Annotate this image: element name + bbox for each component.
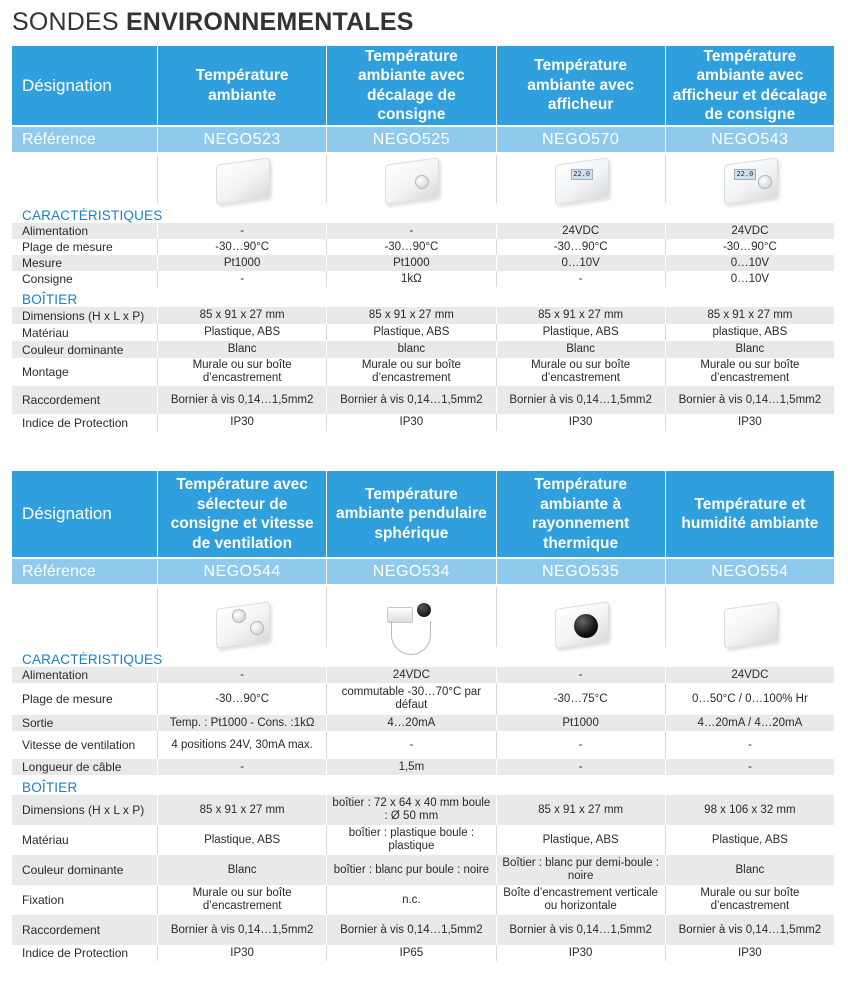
- spec-label: Plage de mesure: [22, 692, 113, 706]
- image-row-spacer: [12, 587, 157, 647]
- spec-row: [12, 683, 834, 715]
- spec-value: Murale ou sur boîte d’encastrement: [665, 885, 834, 915]
- spec-row: [12, 945, 834, 961]
- reference-row: [12, 559, 834, 584]
- spec-row: [12, 341, 834, 358]
- product-image: [718, 155, 782, 203]
- spec-row: [12, 915, 834, 945]
- spec-value: Blanc: [665, 855, 834, 885]
- product-image: [210, 599, 274, 647]
- section-boitier: BOÎTIER: [22, 780, 78, 795]
- product-image: [379, 155, 443, 203]
- designation-header-row: [12, 471, 834, 557]
- spec-value: Boîte d’encastrement verticale ou horizontale: [496, 885, 665, 915]
- reference-label: Référence: [22, 130, 96, 148]
- spec-value: Pt1000: [326, 255, 495, 271]
- setpoint-knob-icon: [758, 175, 772, 189]
- spec-label: Couleur dominante: [22, 342, 124, 357]
- product-reference: NEGO534: [326, 559, 495, 584]
- product-image-cell: [496, 155, 665, 203]
- spec-row: [12, 885, 834, 915]
- section-caracteristiques: CARACTÉRISTIQUES: [22, 652, 163, 667]
- spec-value: 4…20mA: [326, 715, 495, 731]
- page-title: [12, 8, 414, 37]
- black-ball-shape: [574, 614, 598, 638]
- spec-value: plastique, ABS: [665, 324, 834, 341]
- spec-value: -30…90°C: [326, 239, 495, 255]
- spec-value: -: [665, 759, 834, 775]
- spec-value: Pt1000: [157, 255, 326, 271]
- spec-value: 4…20mA / 4…20mA: [665, 715, 834, 731]
- reference-label: Référence: [22, 562, 96, 580]
- spec-value: Murale ou sur boîte d’encastrement: [665, 358, 834, 386]
- spec-label: Longueur de câble: [22, 760, 122, 774]
- spec-value: 24VDC: [665, 223, 834, 239]
- spec-row: [12, 255, 834, 271]
- product-image-cell: [157, 587, 326, 647]
- product-name: Température ambiante avec décalage de consigne: [326, 46, 495, 125]
- spec-row: [12, 386, 834, 414]
- product-image-cell: [326, 155, 495, 203]
- spec-value: -: [326, 731, 495, 759]
- spec-label: Consigne: [22, 272, 73, 286]
- spec-label: Alimentation: [22, 224, 89, 238]
- image-row-spacer: [12, 155, 157, 203]
- spec-value: Bornier à vis 0,14…1,5mm2: [496, 386, 665, 414]
- spec-value: Bornier à vis 0,14…1,5mm2: [326, 915, 495, 945]
- spec-value: 85 x 91 x 27 mm: [665, 307, 834, 324]
- spec-value: 0…10V: [665, 255, 834, 271]
- product-reference: NEGO544: [157, 559, 326, 584]
- spec-label: Matériau: [22, 325, 69, 340]
- spec-value: -30…90°C: [157, 239, 326, 255]
- spec-value: -: [496, 271, 665, 287]
- spec-row: [12, 825, 834, 855]
- spec-row: [12, 715, 834, 731]
- spec-label: Raccordement: [22, 923, 101, 937]
- spec-value: IP30: [496, 945, 665, 961]
- product-image: [718, 599, 782, 647]
- product-image-cell: [326, 587, 495, 647]
- sensor-housing-shape: [555, 157, 609, 205]
- spec-value: blanc: [326, 341, 495, 358]
- spec-value: -30…90°C: [157, 683, 326, 715]
- spec-label: Matériau: [22, 833, 69, 847]
- spec-value: Murale ou sur boîte d’encastrement: [496, 358, 665, 386]
- spec-label: Indice de Protection: [22, 415, 129, 430]
- spec-value: -: [665, 731, 834, 759]
- spec-row: [12, 358, 834, 386]
- spec-row: [12, 855, 834, 885]
- product-reference: NEGO543: [665, 127, 834, 152]
- spec-value: -: [496, 667, 665, 683]
- product-image-cell: [157, 155, 326, 203]
- spec-value: Boîtier : blanc pur demi-boule : noire: [496, 855, 665, 885]
- spec-value: Blanc: [665, 341, 834, 358]
- spec-value: 1kΩ: [326, 271, 495, 287]
- spec-value: 1,5m: [326, 759, 495, 775]
- spec-value: Plastique, ABS: [496, 324, 665, 341]
- product-name: Température et humidité ambiante: [665, 471, 834, 557]
- spec-value: Murale ou sur boîte d’encastrement: [326, 358, 495, 386]
- product-name: Température ambiante: [157, 46, 326, 125]
- spec-label: Sortie: [22, 716, 54, 730]
- spec-value: IP30: [665, 945, 834, 961]
- spec-value: -: [496, 731, 665, 759]
- product-image-cell: [665, 587, 834, 647]
- spec-value: 85 x 91 x 27 mm: [157, 795, 326, 825]
- spec-label: Vitesse de ventilation: [22, 738, 136, 752]
- spec-value: 85 x 91 x 27 mm: [326, 307, 495, 324]
- spec-value: Temp. : Pt1000 - Cons. :1kΩ: [157, 715, 326, 731]
- spec-value: 85 x 91 x 27 mm: [157, 307, 326, 324]
- product-image-cell: [496, 587, 665, 647]
- sensor-housing-shape: [724, 601, 778, 649]
- page-title-bold: ENVIRONNEMENTALES: [125, 8, 414, 36]
- spec-value: 24VDC: [326, 667, 495, 683]
- spec-value: IP30: [326, 414, 495, 431]
- spec-value: Bornier à vis 0,14…1,5mm2: [665, 386, 834, 414]
- spec-value: IP30: [157, 945, 326, 961]
- spec-value: Bornier à vis 0,14…1,5mm2: [496, 915, 665, 945]
- product-table-2: [12, 471, 834, 961]
- spec-label: Fixation: [22, 893, 65, 907]
- spec-row: [12, 731, 834, 759]
- spec-value: -: [157, 223, 326, 239]
- spec-value: 24VDC: [665, 667, 834, 683]
- spec-value: -: [326, 223, 495, 239]
- spec-value: -: [157, 271, 326, 287]
- spec-value: 0…10V: [496, 255, 665, 271]
- section-boitier: BOÎTIER: [22, 292, 78, 307]
- spec-row: [12, 667, 834, 683]
- section-caracteristiques: CARACTÉRISTIQUES: [22, 208, 163, 223]
- spec-value: 24VDC: [496, 223, 665, 239]
- product-image-cell: [665, 155, 834, 203]
- spec-value: Murale ou sur boîte d’encastrement: [157, 358, 326, 386]
- spec-value: Murale ou sur boîte d’encastrement: [157, 885, 326, 915]
- spec-value: 85 x 91 x 27 mm: [496, 307, 665, 324]
- spec-label: Raccordement: [22, 393, 101, 407]
- spec-value: -: [496, 759, 665, 775]
- spec-label: Mesure: [22, 256, 63, 270]
- spec-value: Bornier à vis 0,14…1,5mm2: [157, 386, 326, 414]
- product-reference: NEGO525: [326, 127, 495, 152]
- product-reference: NEGO535: [496, 559, 665, 584]
- spec-value: IP30: [665, 414, 834, 431]
- product-reference: NEGO523: [157, 127, 326, 152]
- spec-value: boîtier : 72 x 64 x 40 mm boule : Ø 50 mm: [326, 795, 495, 825]
- spec-value: Bornier à vis 0,14…1,5mm2: [326, 386, 495, 414]
- product-image: [549, 155, 613, 203]
- spec-row: [12, 239, 834, 255]
- spec-row: [12, 223, 834, 239]
- spec-value: 85 x 91 x 27 mm: [496, 795, 665, 825]
- spec-value: boîtier : plastique boule : plastique: [326, 825, 495, 855]
- product-name: Température ambiante pendulaire sphérique: [326, 471, 495, 557]
- spec-value: Blanc: [157, 341, 326, 358]
- spec-value: IP65: [326, 945, 495, 961]
- spec-value: 98 x 106 x 32 mm: [665, 795, 834, 825]
- spec-value: boîtier : blanc pur boule : noire: [326, 855, 495, 885]
- product-image-row: [12, 155, 834, 203]
- product-table-1: [12, 46, 834, 431]
- sensor-housing-shape: [216, 157, 270, 205]
- spec-label: Alimentation: [22, 668, 89, 682]
- product-name: Température ambiante avec afficheur: [496, 46, 665, 125]
- page-title-light: SONDES: [12, 8, 126, 36]
- sensor-housing-shape: [385, 157, 439, 205]
- spec-value: Plastique, ABS: [157, 825, 326, 855]
- spec-value: -30…90°C: [665, 239, 834, 255]
- spec-value: Pt1000: [496, 715, 665, 731]
- spec-value: 0…10V: [665, 271, 834, 287]
- spec-value: -: [157, 667, 326, 683]
- product-image: [549, 599, 613, 647]
- spec-row: [12, 759, 834, 775]
- spec-value: n.c.: [326, 885, 495, 915]
- lcd-display: 22.0: [734, 169, 756, 180]
- designation-label: Désignation: [22, 75, 112, 95]
- sensor-ball-shape: [417, 603, 431, 617]
- spec-value: Bornier à vis 0,14…1,5mm2: [157, 915, 326, 945]
- spec-row: [12, 307, 834, 324]
- product-reference: NEGO554: [665, 559, 834, 584]
- spec-value: 0…50°C / 0…100% Hr: [665, 683, 834, 715]
- spec-row: [12, 414, 834, 431]
- product-name: Température ambiante avec afficheur et décalage de consigne: [665, 46, 834, 125]
- spec-row: [12, 324, 834, 341]
- product-image: [210, 155, 274, 203]
- spec-value: Plastique, ABS: [157, 324, 326, 341]
- spec-label: Indice de Protection: [22, 946, 129, 960]
- designation-header-row: [12, 46, 834, 125]
- spec-value: Plastique, ABS: [326, 324, 495, 341]
- spec-value: Blanc: [157, 855, 326, 885]
- spec-row: [12, 795, 834, 825]
- lcd-display: 22.0: [571, 169, 593, 180]
- spec-value: -: [157, 759, 326, 775]
- spec-value: commutable -30…70°C par défaut: [326, 683, 495, 715]
- designation-label: Désignation: [22, 504, 112, 523]
- product-name: Température ambiante à rayonnement thermique: [496, 471, 665, 557]
- reference-row: [12, 127, 834, 152]
- product-reference: NEGO570: [496, 127, 665, 152]
- spec-value: IP30: [496, 414, 665, 431]
- spec-value: Bornier à vis 0,14…1,5mm2: [665, 915, 834, 945]
- spec-value: Blanc: [496, 341, 665, 358]
- spec-value: Plastique, ABS: [496, 825, 665, 855]
- spec-value: -30…90°C: [496, 239, 665, 255]
- spec-label: Dimensions (H x L x P): [22, 308, 145, 323]
- product-name: Température avec sélecteur de consigne et vitesse de ventilation: [157, 471, 326, 557]
- spec-label: Plage de mesure: [22, 240, 113, 254]
- spec-row: [12, 271, 834, 287]
- spec-label: Montage: [22, 365, 69, 379]
- spec-label: Dimensions (H x L x P): [22, 803, 145, 817]
- spec-value: -30…75°C: [496, 683, 665, 715]
- spec-value: Plastique, ABS: [665, 825, 834, 855]
- spec-value: 4 positions 24V, 30mA max.: [157, 731, 326, 759]
- product-image-row: [12, 587, 834, 647]
- spec-value: IP30: [157, 414, 326, 431]
- spec-label: Couleur dominante: [22, 863, 124, 877]
- product-image: [379, 599, 443, 647]
